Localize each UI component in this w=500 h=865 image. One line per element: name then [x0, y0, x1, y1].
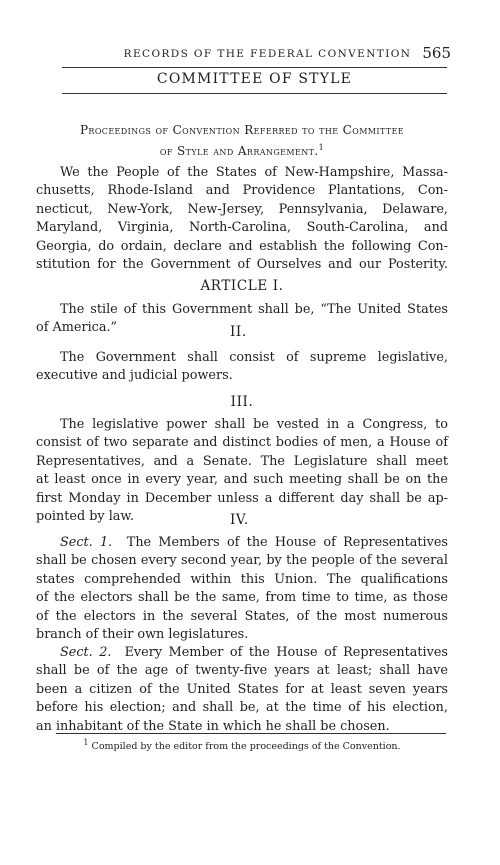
article-iii-line: at least once in every year, and such meeting shall be on the — [36, 472, 448, 488]
section-2-label: Sect. 2. — [60, 645, 112, 660]
section-heading: COMMITTEE OF STYLE — [156, 71, 353, 87]
article-i-heading: ARTICLE I. — [200, 278, 284, 294]
section-2-line: shall be of the age of twenty-five years at least; shall have — [36, 663, 448, 679]
section-rule — [62, 93, 447, 94]
section-2-line: an inhabitant of the State in which he shall be chosen. — [36, 718, 390, 734]
footnote-mark: 1 — [83, 738, 89, 747]
section-2-line: been a citizen of the United States for at least seven years — [36, 681, 448, 697]
section-1-first-line: Sect. 1. The Members of the House of Representatives — [60, 535, 449, 550]
preamble-line: chusetts, Rhode-Island and Providence Plantations, Con- — [36, 183, 448, 199]
article-ii-line: The Government shall consist of supreme legislative, — [60, 350, 448, 365]
section-2-line: before his election; and shall be, at the time of his election, — [36, 700, 448, 716]
article-iii-line: Representatives, and a Senate. The Legislature shall meet — [36, 453, 448, 469]
section-1-paragraph — [36, 534, 448, 644]
section-2-first-line: Sect. 2. Every Member of the House of Representatives — [60, 645, 449, 660]
preamble-paragraph — [36, 164, 448, 274]
footnote-reference: 1 — [318, 143, 325, 152]
article-iii-heading: III. — [230, 394, 254, 410]
section-1-line: of the electors in the several States, of the most numerous — [36, 608, 448, 624]
proceedings-heading-line-2: of Style and Arrangement.$^1$ — [159, 143, 325, 158]
section-1-label: Sect. 1. — [60, 535, 113, 550]
header-rule — [62, 67, 447, 68]
section-1-line: branch of their own legislatures. — [36, 627, 249, 643]
article-ii-line: executive and judicial powers. — [36, 368, 233, 384]
section-1-line: shall be chosen every second year, by the people of the several — [36, 553, 448, 569]
article-i-line: of America.” — [36, 320, 118, 336]
preamble-line: Georgia, do ordain, declare and establish the following Con- — [36, 238, 448, 254]
proceedings-heading-line-1: Proceedings of Convention Referred to the Committee — [79, 123, 405, 137]
preamble-line: Maryland, Virginia, North-Carolina, South-Carolina, and — [36, 220, 448, 236]
article-ii-heading: II. — [230, 324, 247, 340]
article-i-line: The stile of this Government shall be, “The United States — [60, 302, 448, 317]
preamble-line: necticut, New-York, New-Jersey, Pennsylvania, Delaware, — [36, 201, 448, 217]
section-1-line: states comprehended within this Union. The qualifications — [36, 571, 448, 587]
footnote — [36, 738, 448, 752]
footnote-text: Compiled by the editor from the proceedings of the Convention. — [91, 741, 401, 753]
section-2-paragraph — [36, 644, 448, 736]
proceedings-heading — [36, 121, 448, 160]
preamble-line: We the People of the States of New-Hampshire, Massa- — [60, 165, 448, 180]
footnote-rule — [56, 733, 446, 734]
article-ii-paragraph — [36, 349, 448, 386]
article-iii-line: first Monday in December unless a different day shall be ap- — [36, 490, 448, 506]
article-iii-line: The legislative power shall be vested in a Congress, to — [60, 417, 448, 432]
running-head-title: RECORDS OF THE FEDERAL CONVENTION — [123, 48, 412, 60]
running-head — [80, 45, 455, 63]
article-iii-paragraph — [36, 416, 448, 526]
article-iv-heading: IV. — [230, 512, 249, 528]
preamble-line: stitution for the Government of Ourselves and our Posterity. — [36, 257, 448, 273]
section-1-line: of the electors shall be the same, from time to time, as those — [36, 590, 448, 606]
article-iii-line: pointed by law. — [36, 509, 134, 525]
page-number: 565 — [422, 44, 451, 62]
article-iii-line: consist of two separate and distinct bodies of men, a House of — [36, 435, 448, 451]
